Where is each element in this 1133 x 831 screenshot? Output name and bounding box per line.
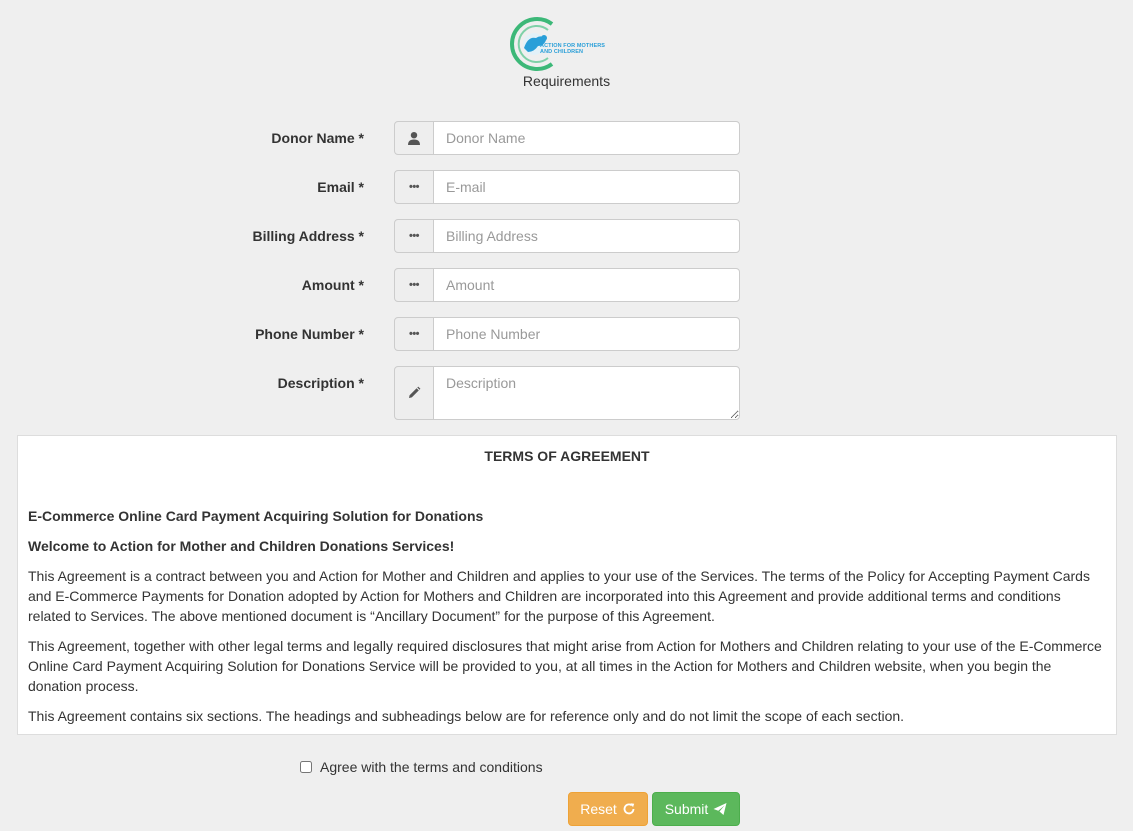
refresh-icon [622,802,636,816]
terms-panel[interactable] [17,435,1117,735]
billing-address-input[interactable] [433,219,740,253]
page-subtitle: Requirements [522,73,611,89]
logo-text [540,43,605,55]
terms-heading-welcome: Welcome to Action for Mother and Children Donations Services! [28,538,455,554]
logo-text-line2: AND CHILDREN [540,49,584,55]
terms-paragraph: This Agreement, together with other legal terms and legally required disclosures that might arise from Action for Mothers and Children relating to your use of the E-Commerce Online Card Payment Acquiring Solution for Donations Service will be provided to you, at all times in the Action for Mothers and Children website, when you begin the donation process. [28,638,1102,694]
donor-name-label: Donor Name * [271,130,364,146]
email-label: Email * [317,179,364,195]
submit-button[interactable] [652,792,740,826]
form-row-billing-address [0,219,1133,253]
form-row-description [0,366,1133,420]
send-icon [713,802,727,816]
phone-number-label: Phone Number * [255,326,364,342]
billing-address-label: Billing Address * [252,228,364,244]
form-row-donor-name [0,121,1133,155]
donor-name-input[interactable] [433,121,740,155]
amount-label: Amount * [301,277,364,293]
phone-number-input[interactable] [433,317,740,351]
email-input[interactable] [433,170,740,204]
description-textarea[interactable] [433,366,740,420]
agree-checkbox[interactable] [300,761,312,773]
terms-paragraph: This Agreement is a contract between you and Action for Mother and Children and applies to your use of the Services. The terms of the Policy for Accepting Payment Cards and E-Commerce Payments for Donation adopted by Action for Mothers and Children are incorporated into this Agreement and provide additional terms and conditions related to Services. The above mentioned document is “Ancillary Document” for the purpose of this Agreement. [28,568,1090,624]
pencil-icon [394,366,434,420]
logo [506,16,630,72]
form-row-amount [0,268,1133,302]
ellipsis-icon: ••• [394,170,434,204]
ellipsis-icon: ••• [394,268,434,302]
description-label: Description * [277,375,364,391]
form-row-phone-number [0,317,1133,351]
terms-title: TERMS OF AGREEMENT [484,448,650,464]
agree-label: Agree with the terms and conditions [320,759,543,775]
reset-button[interactable] [568,792,648,826]
agree-terms[interactable] [300,759,543,775]
terms-heading-solution: E-Commerce Online Card Payment Acquiring Solution for Donations [28,508,484,524]
reset-label: Reset [580,801,617,817]
logo-text-line1: ACTION FOR MOTHERS [540,43,606,49]
submit-label: Submit [664,801,709,817]
amount-input[interactable] [433,268,740,302]
ellipsis-icon: ••• [394,219,434,253]
form-row-email [0,170,1133,204]
ellipsis-icon: ••• [394,317,434,351]
terms-paragraph: This Agreement contains six sections. The headings and subheadings below are for reference only and do not limit the scope of each section. [28,708,905,724]
user-icon [394,121,434,155]
